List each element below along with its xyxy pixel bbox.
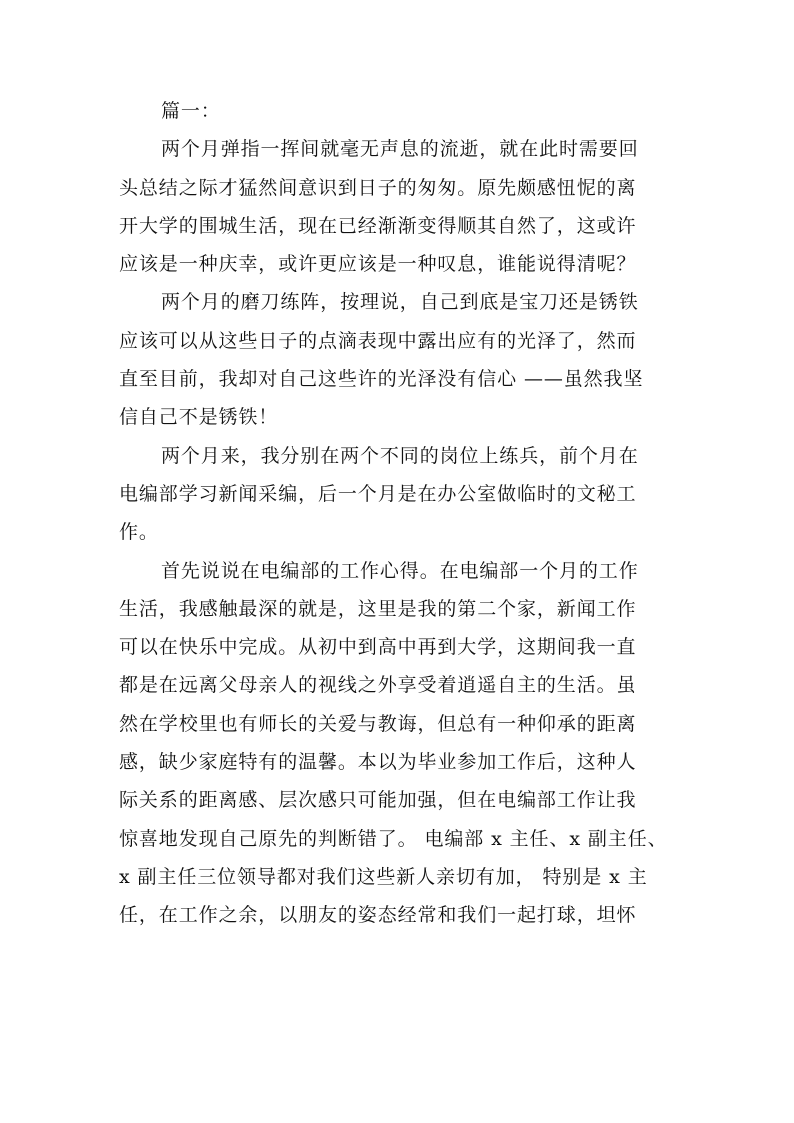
paragraph-4-line-5: 然在学校里也有师长的关爱与教诲，但总有一种仰承的距离: [119, 712, 637, 735]
paragraph-2-line-2: 应该可以从这些日子的点滴表现中露出应有的光泽了，然而: [119, 329, 637, 352]
paragraph-1-line-3: 开大学的围城生活，现在已经渐渐变得顺其自然了，这或许: [119, 214, 637, 237]
paragraph-3-line-3: 作。: [119, 521, 159, 544]
document-body: [119, 92, 681, 935]
paragraph-3-line-2: 电编部学习新闻采编，后一个月是在办公室做临时的文秘工: [119, 482, 637, 505]
paragraph-4-line-1: 首先说说在电编部的工作心得。在电编部一个月的工作: [161, 559, 639, 582]
paragraph-1-line-1: 两个月弹指一挥间就毫无声息的流逝，就在此时需要回: [161, 138, 639, 161]
paragraph-4-line-4: 都是在远离父母亲人的视线之外享受着逍遥自主的生活。虽: [119, 674, 637, 697]
paragraph-4-line-7: 际关系的距离感、层次感只可能加强，但在电编部工作让我: [119, 789, 637, 812]
paragraph-4-line-9: x 副主任三位领导都对我们这些新人亲切有加， 特别是 x 主: [119, 865, 648, 888]
paragraph-4-line-8: 惊喜地发现自己原先的判断错了。 电编部 x 主任、x 副主任、: [119, 827, 668, 850]
paragraph-4-line-10: 任，在工作之余，以朋友的姿态经常和我们一起打球，坦怀: [119, 904, 637, 927]
paragraph-1-line-4: 应该是一种庆幸，或许更应该是一种叹息，谁能说得清呢？: [119, 253, 637, 276]
paragraph-3-line-1: 两个月来，我分别在两个不同的岗位上练兵，前个月在: [161, 444, 639, 467]
paragraph-2-line-4: 信自己不是锈铁！: [119, 406, 279, 429]
paragraph-1-line-2: 头总结之际才猛然间意识到日子的匆匆。原先颇感忸怩的离: [119, 176, 637, 199]
paragraph-2-line-1: 两个月的磨刀练阵，按理说，自己到底是宝刀还是锈铁: [161, 291, 639, 314]
paragraph-4-line-2: 生活，我感触最深的就是，这里是我的第二个家，新闻工作: [119, 597, 637, 620]
paragraph-2-line-3: 直至目前，我却对自己这些许的光泽没有信心 ——虽然我坚: [119, 368, 644, 391]
paragraph-4-line-3: 可以在快乐中完成。从初中到高中再到大学，这期间我一直: [119, 636, 637, 659]
paragraph-4-line-6: 感，缺少家庭特有的温馨。本以为毕业参加工作后，这种人: [119, 751, 637, 774]
section-heading: 篇一：: [161, 100, 221, 122]
